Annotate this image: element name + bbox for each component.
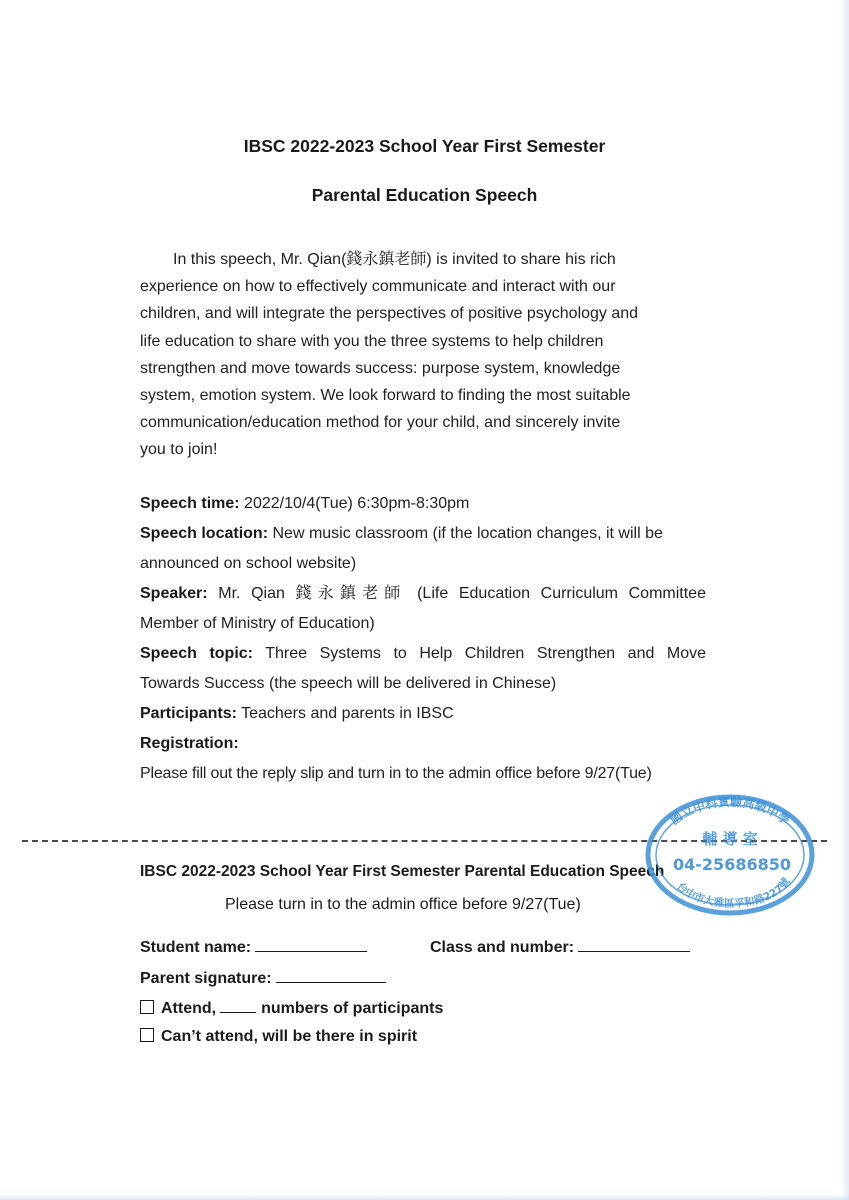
speech-topic-row [140, 639, 706, 669]
class-number-field[interactable] [430, 937, 690, 957]
class-number-blank[interactable] [578, 937, 690, 952]
speech-location-row [140, 519, 706, 549]
cant-attend-option[interactable] [140, 1028, 417, 1046]
attend-option[interactable] [140, 998, 443, 1018]
speaker-row [140, 579, 706, 609]
intro-line: you to join! [140, 441, 218, 459]
registration-row [140, 729, 706, 759]
intro-line: children, and will integrate the perspectives of positive psychology and [140, 305, 639, 323]
speech-time-label: Speech time: [140, 495, 240, 512]
speaker-label: Speaker: [140, 585, 208, 602]
speaker-value: Mr. Qian 錢永鎮老師 (Life Education Curriculum Committee [218, 585, 706, 602]
student-name-field[interactable] [140, 937, 367, 957]
page-edge-shadow-bottom [0, 1194, 849, 1200]
student-name-blank[interactable] [255, 937, 367, 952]
speech-topic-value: Three Systems to Help Children Strengthen and Move [265, 645, 707, 662]
registration-value: Please fill out the reply slip and turn in to the admin office before 9/27(Tue) [140, 765, 652, 782]
cant-attend-label: Can’t attend, will be there in spirit [161, 1028, 418, 1045]
speech-time-row [140, 489, 706, 519]
intro-line: communication/education method for your child, and sincerely invite [140, 414, 621, 432]
stamp-center-text: 輔 導 室 [702, 830, 758, 848]
participants-label: Participants: [140, 705, 237, 722]
participants-count-blank[interactable] [220, 998, 256, 1013]
intro-line: experience on how to effectively communicate and interact with our [140, 278, 616, 296]
school-stamp [640, 790, 820, 920]
stamp-phone: 04-25686850 [673, 855, 791, 874]
speaker-row-cont: Member of Ministry of Education) [140, 615, 375, 632]
speech-location-row-cont: announced on school website) [140, 555, 357, 572]
registration-label: Registration: [140, 735, 239, 752]
intro-line: strengthen and move towards success: purpose system, knowledge [140, 359, 621, 377]
intro-line: In this speech, Mr. Qian(錢永鎮老師) is invited to share his rich [173, 251, 616, 268]
student-name-label: Student name: [140, 939, 252, 956]
stamp-bottom-text: 台中市大雅區平和路227號 [674, 875, 793, 910]
parent-signature-field[interactable] [140, 968, 386, 988]
reply-slip-title: IBSC 2022-2023 School Year First Semester Parental Education Speech [140, 863, 665, 880]
attend-suffix: numbers of participants [261, 1000, 444, 1017]
document-title: IBSC 2022-2023 School Year First Semester [243, 136, 606, 156]
parent-signature-label: Parent signature: [140, 970, 272, 987]
attend-checkbox[interactable] [140, 1000, 154, 1014]
participants-row [140, 699, 706, 729]
speech-location-label: Speech location: [140, 525, 269, 542]
participants-value: Teachers and parents in IBSC [241, 705, 454, 722]
intro-line: life education to share with you the three systems to help children [140, 332, 604, 350]
stamp-top-text: 國立中科實驗高級中學 [667, 794, 793, 828]
document-subtitle: Parental Education Speech [311, 185, 538, 205]
intro-line: system, emotion system. We look forward to finding the most suitable [140, 387, 631, 405]
parent-signature-blank[interactable] [276, 968, 386, 983]
attend-label: Attend, [161, 1000, 217, 1017]
speech-topic-label: Speech topic: [140, 645, 253, 662]
page-edge-shadow [841, 0, 849, 1200]
speech-details [140, 489, 706, 789]
reply-slip-subtitle: Please turn in to the admin office before 9/27(Tue) [225, 896, 581, 913]
class-number-label: Class and number: [430, 939, 575, 956]
speech-time-value: 2022/10/4(Tue) 6:30pm-8:30pm [244, 495, 470, 512]
speech-location-value: New music classroom (if the location changes, it will be [272, 525, 663, 542]
cant-attend-checkbox[interactable] [140, 1028, 154, 1042]
intro-paragraph [140, 246, 700, 464]
speech-topic-row-cont: Towards Success (the speech will be delivered in Chinese) [140, 675, 557, 692]
